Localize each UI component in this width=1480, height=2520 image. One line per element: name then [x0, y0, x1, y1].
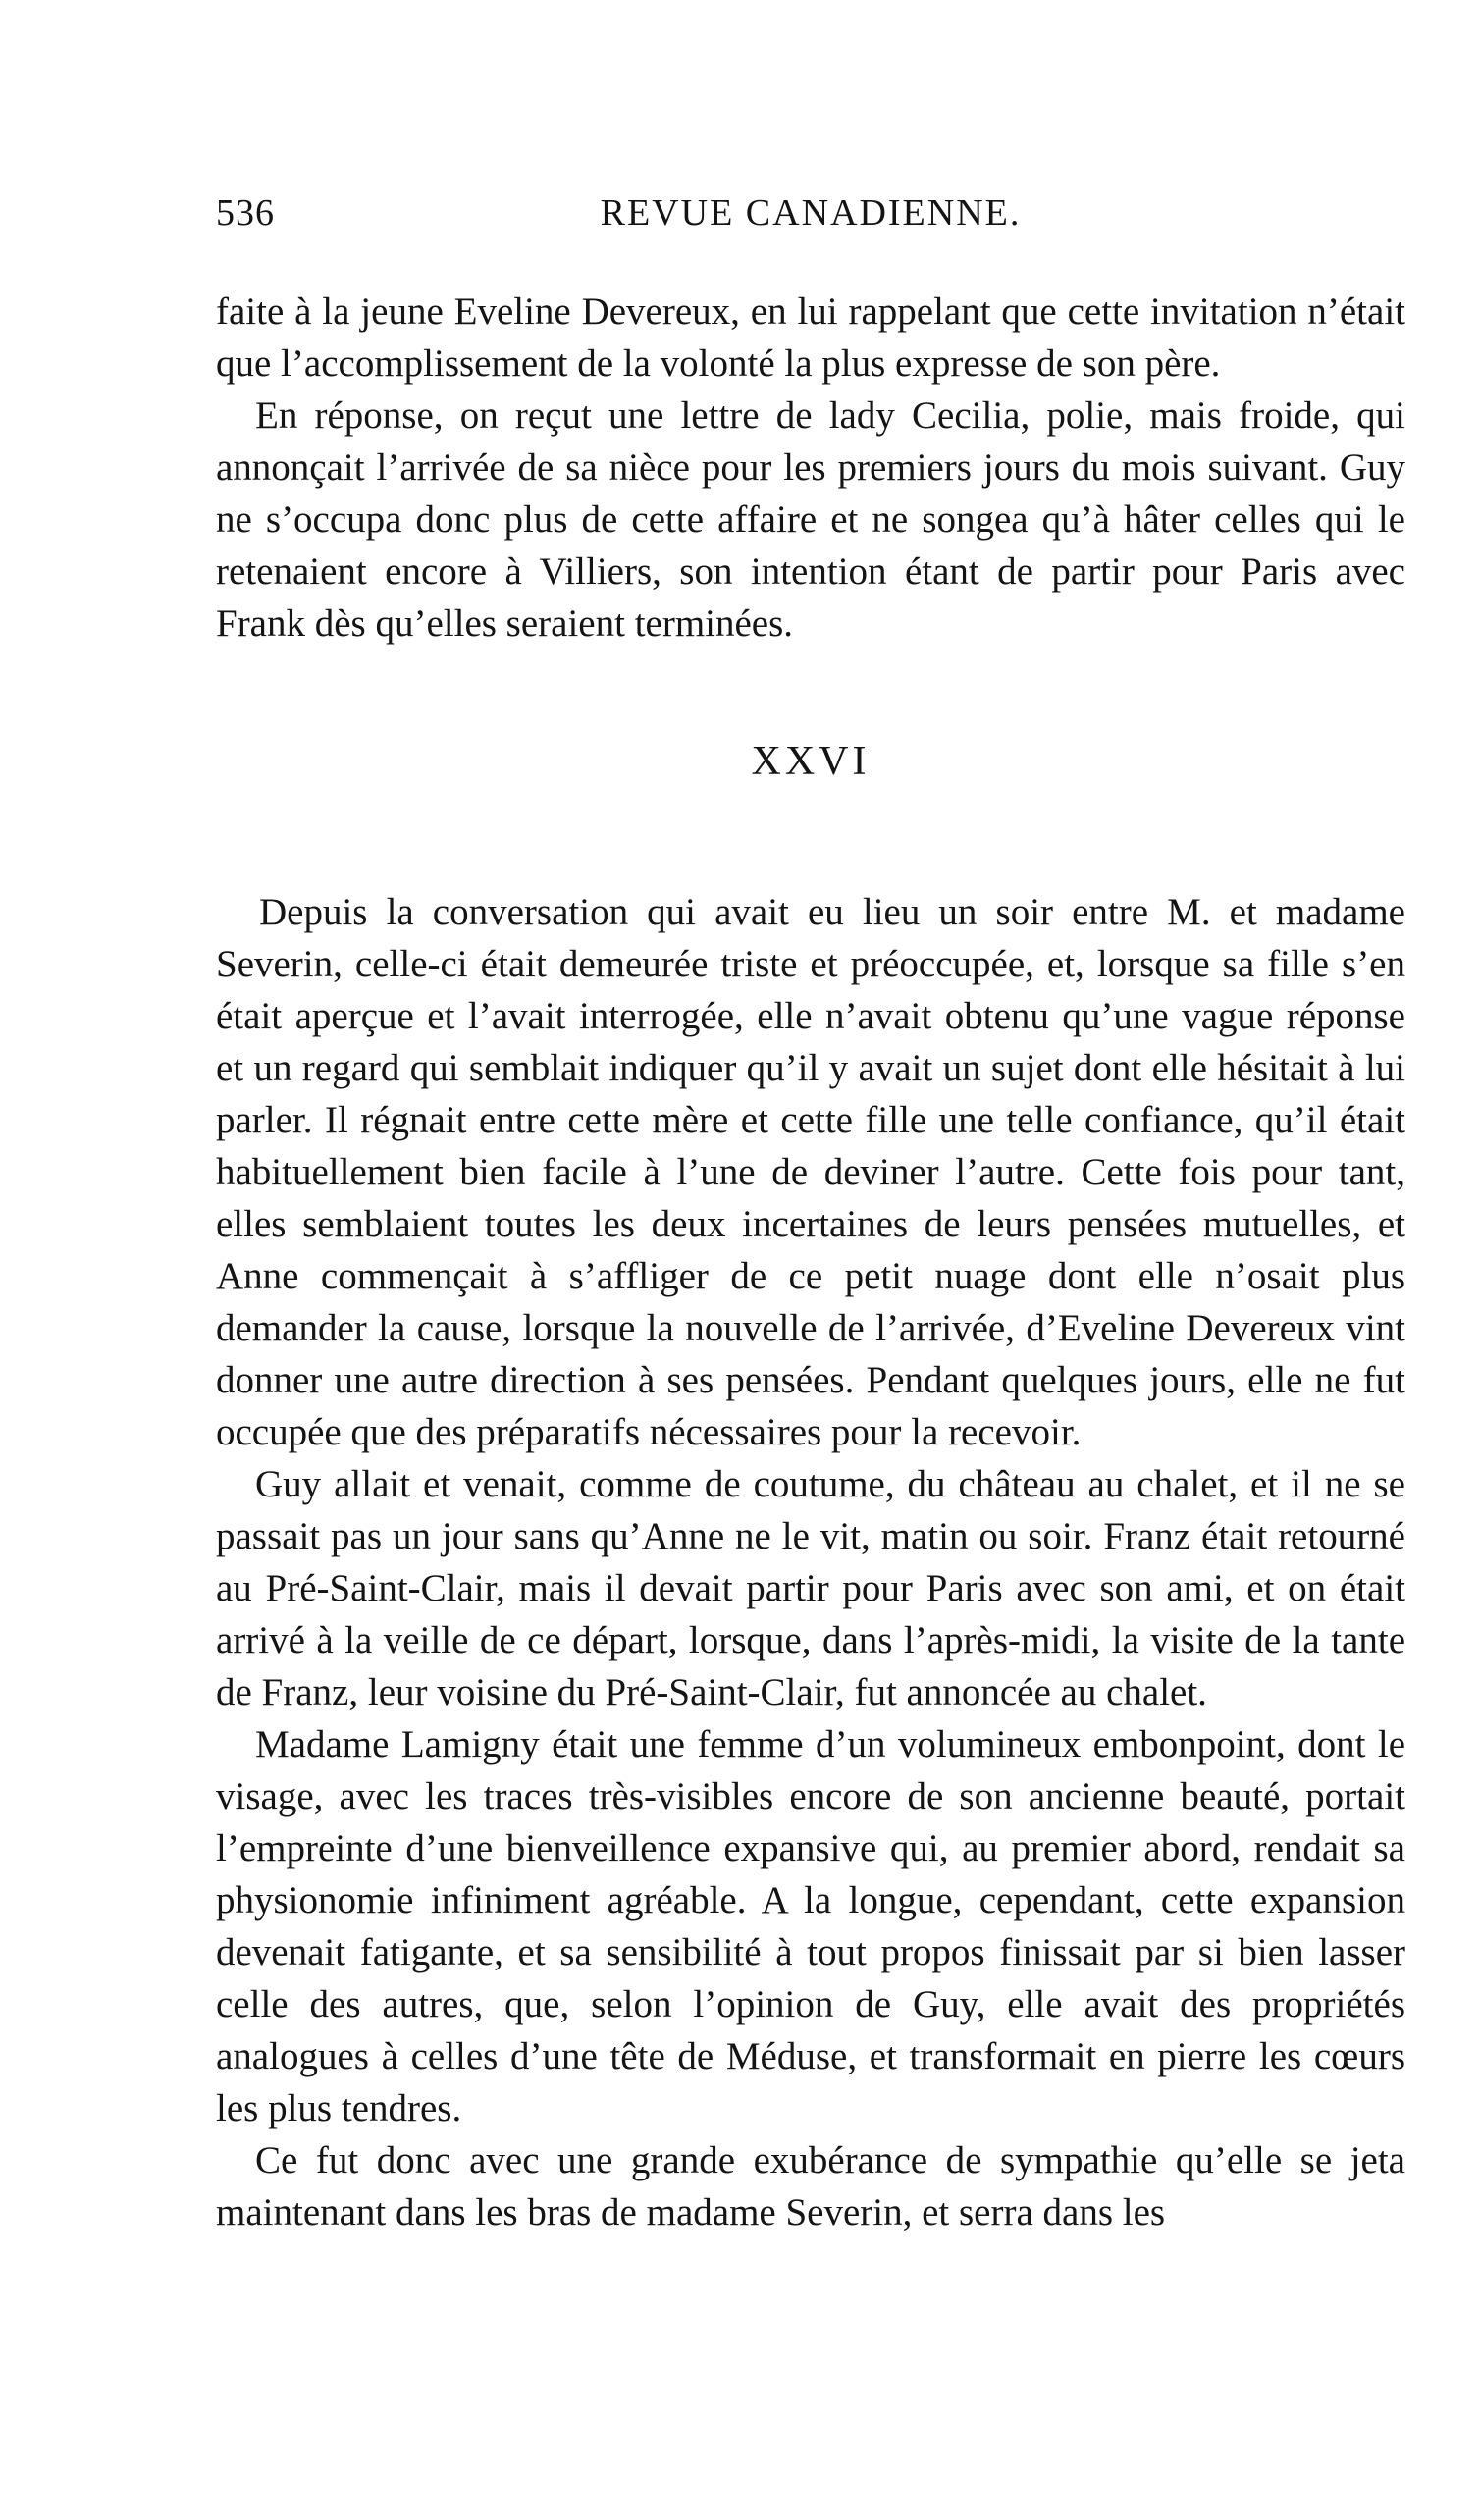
- book-page: [216, 191, 1405, 2238]
- paragraph: Depuis la conversation qui avait eu lieu un soir entre M. et madame Severin, celle-ci était demeurée triste et préoccupée, et, lorsque sa fille s’en était aperçue et l’avait interrogée, elle n’avait obtenu qu’une vague réponse et un regard qui semblait indiquer qu’il y avait un sujet dont elle hésitait à lui parler. Il régnait entre cette mère et cette fille une telle confiance, qu’il était habituellement bien facile à l’une de deviner l’autre. Cette fois pour tant, elles semblaient toutes les deux incertaines de leurs pensées mutuelles, et Anne commençait à s’affliger de ce petit nuage dont elle n’osait plus demander la cause, lorsque la nouvelle de l’arrivée, d’Eveline Devereux vint donner une autre direction à ses pensées. Pendant quelques jours, elle ne fut occupée que des préparatifs nécessaires pour la recevoir.: [216, 891, 1405, 1453]
- running-header: [216, 191, 1405, 246]
- running-title: REVUE CANADIENNE.: [600, 192, 1022, 234]
- page-body: [216, 286, 1405, 2238]
- page-number: 536: [216, 192, 275, 234]
- paragraph: Ce fut donc avec une grande exubérance de sympathie qu’elle se jeta maintenant dans les bras de madame Severin, et serra dans les: [216, 2139, 1405, 2233]
- paragraph: Guy allait et venait, comme de coutume, du château au chalet, et il ne se passait pas un jour sans qu’Anne ne le vit, matin ou soir. Franz était retourné au Pré-Saint-Clair, mais il devait partir pour Paris avec son ami, et on était arrivé à la veille de ce départ, lorsque, dans l’après-midi, la visite de la tante de Franz, leur voisine du Pré-Saint-Clair, fut annoncée au chalet.: [216, 1463, 1405, 1713]
- paragraph: Madame Lamigny était une femme d’un volumineux embonpoint, dont le visage, avec les traces très-visibles encore de son ancienne beauté, portait l’empreinte d’une bienveillence expansive qui, au premier abord, rendait sa physionomie infiniment agréable. A la longue, cependant, cette expansion devenait fatigante, et sa sensibilité à tout propos finissait par si bien lasser celle des autres, que, selon l’opinion de Guy, elle avait des propriétés analogues à celles d’une tête de Méduse, et transformait en pierre les cœurs les plus tendres.: [216, 1723, 1405, 2129]
- chapter-heading: XXVI: [751, 739, 871, 784]
- paragraph: En réponse, on reçut une lettre de lady Cecilia, polie, mais froide, qui annonçait l’arrivée de sa nièce pour les premiers jours du mois suivant. Guy ne s’occupa donc plus de cette affaire et ne songea qu’à hâter celles qui le retenaient encore à Villiers, son intention étant de partir pour Paris avec Frank dès qu’elles seraient terminées.: [216, 394, 1405, 645]
- paragraph-continued: faite à la jeune Eveline Devereux, en lui rappelant que cette invitation n’était que l’accomplissement de la volonté la plus expresse de son père.: [216, 290, 1405, 385]
